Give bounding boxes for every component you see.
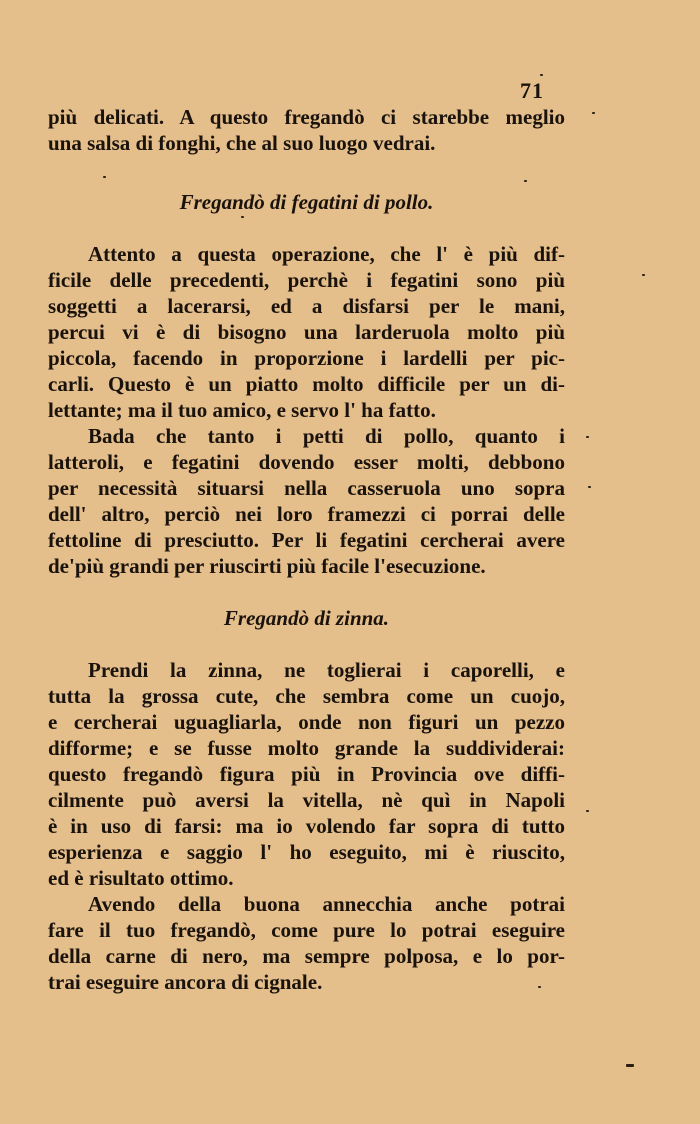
text-line: piccola, facendo in proporzione i lardelli per pic- [48, 346, 565, 370]
text-line: più delicati. A questo fregandò ci starebbe meglio [48, 105, 565, 129]
ink-speck [586, 436, 589, 438]
text-line: della carne di nero, ma sempre polposa, e lo por- [48, 944, 565, 968]
ink-speck [103, 176, 106, 178]
text-line: difforme; e se fusse molto grande la suddividerai: [48, 736, 565, 760]
ink-speck [626, 1064, 634, 1067]
text-line: Avendo della buona annecchia anche potrai [88, 892, 565, 916]
text-line: Bada che tanto i petti di pollo, quanto i [88, 424, 565, 448]
text-line: esperienza e saggio l' ho eseguito, mi è riuscito, [48, 840, 565, 864]
text-line: ficile delle precedenti, perchè i fegatini sono più [48, 268, 565, 292]
ink-speck [588, 486, 591, 488]
text-line: percui vi è di bisogno una larderuola molto più [48, 320, 565, 344]
text-line: de'più grandi per riuscirti più facile l'esecuzione. [48, 554, 486, 578]
text-line: ed è risultato ottimo. [48, 866, 234, 890]
page-number: 71 [520, 78, 544, 103]
text-line: tutta la grossa cute, che sembra come un cuojo, [48, 684, 565, 708]
spacer [48, 215, 565, 241]
text-line: latteroli, e fegatini dovendo esser molti, debbono [48, 450, 565, 474]
text-line: lettante; ma il tuo amico, e servo l' ha fatto. [48, 398, 436, 422]
ink-speck [538, 986, 541, 988]
text-line: cilmente può aversi la vitella, nè quì in Napoli [48, 788, 565, 812]
text-line: una salsa di fonghi, che al suo luogo vedrai. [48, 131, 436, 155]
text-line: questo fregandò figura più in Provincia ove diffi- [48, 762, 565, 786]
ink-speck [524, 180, 527, 182]
text-line: Prendi la zinna, ne toglierai i caporelli, e [88, 658, 565, 682]
section-heading: Fregandò di fegatini di pollo. [179, 190, 434, 214]
spacer [48, 579, 565, 605]
ink-speck [592, 112, 595, 114]
ink-speck [586, 810, 589, 812]
text-line: per necessità situarsi nella casseruola uno sopra [48, 476, 565, 500]
spacer [48, 631, 565, 657]
text-line: dell' altro, perciò nei loro framezzi ci porrai delle [48, 502, 565, 526]
text-line: soggetti a lacerarsi, ed a disfarsi per le mani, [48, 294, 565, 318]
text-line: fare il tuo fregandò, come pure lo potrai eseguire [48, 918, 565, 942]
text-line: carli. Questo è un piatto molto difficile per un di- [48, 372, 565, 396]
spacer [48, 156, 565, 189]
text-line: è in uso di farsi: ma io volendo far sopra di tutto [48, 814, 565, 838]
text-line: trai eseguire ancora di cignale. [48, 970, 323, 994]
ink-speck [241, 216, 244, 218]
page-body [48, 104, 565, 995]
text-line: e cercherai uguagliarla, onde non figuri un pezzo [48, 710, 565, 734]
text-line: fettoline di presciutto. Per li fegatini cercherai avere [48, 528, 565, 552]
paragraph [48, 891, 565, 995]
paragraph [48, 241, 565, 423]
text-line: Attento a questa operazione, che l' è più dif- [88, 242, 565, 266]
intro-paragraph [48, 104, 565, 156]
paragraph [48, 657, 565, 891]
paragraph [48, 423, 565, 579]
ink-speck [642, 274, 645, 276]
ink-speck [540, 74, 543, 76]
section-heading: Fregandò di zinna. [223, 606, 390, 630]
